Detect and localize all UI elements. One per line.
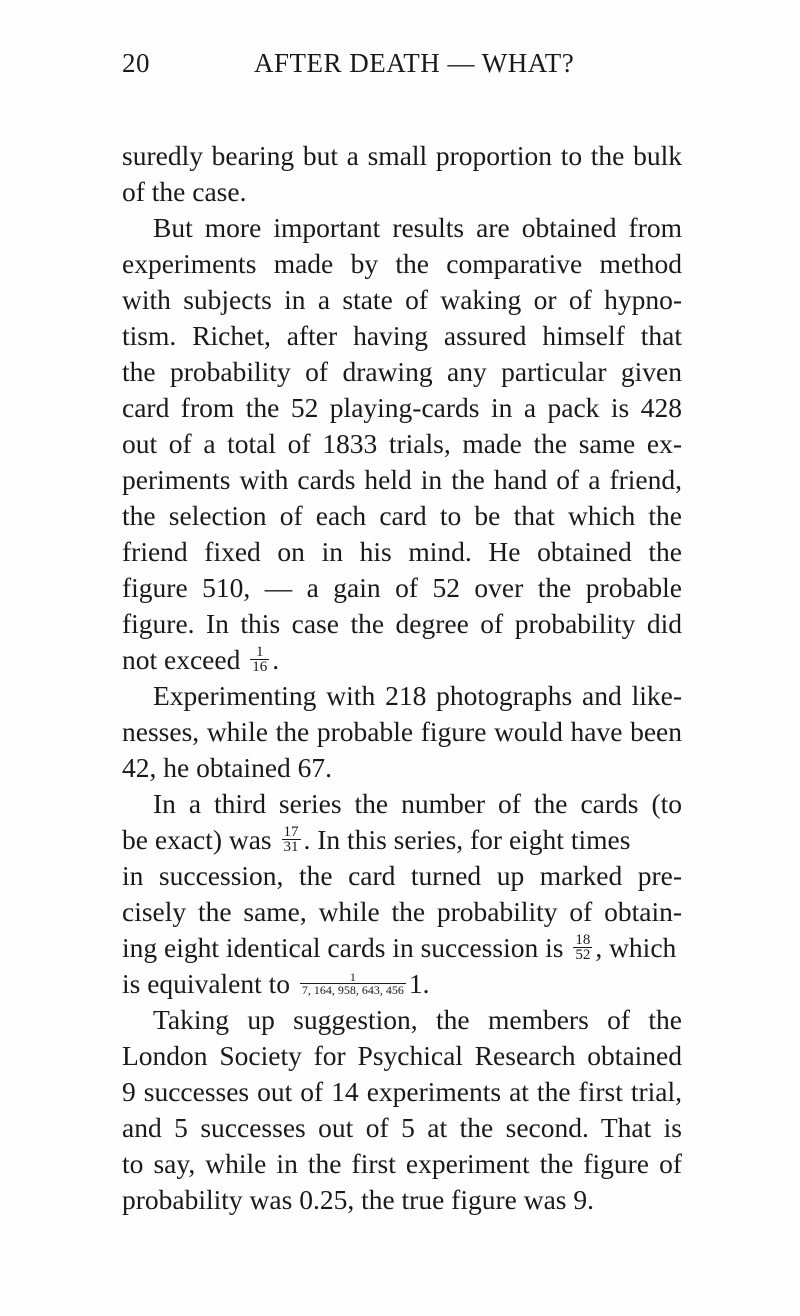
- text-segment: .: [272, 644, 280, 675]
- text-line: 42, he obtained 67.: [122, 752, 333, 783]
- running-title: AFTER DEATH — WHAT?: [254, 48, 575, 78]
- text-segment: be exact) was: [122, 824, 272, 855]
- body-text: [122, 138, 682, 1218]
- text-segment: is equivalent to: [122, 968, 291, 999]
- text-line: cisely the same, while the probability of obtain-: [122, 896, 682, 927]
- text-line: [122, 642, 682, 678]
- fraction-denominator: 7, 164, 958, 643, 456: [301, 983, 404, 998]
- text-line: 9 successes out of 14 experiments at the first trial,: [122, 1076, 682, 1107]
- fraction-numerator: 1: [300, 971, 406, 984]
- text-line: [122, 930, 682, 966]
- fraction-eighteen-fifty-second: [573, 933, 592, 962]
- text-line: tism. Richet, after having assured himself that: [122, 320, 682, 351]
- text-line: to say, while in the first experiment the figure of: [122, 1148, 682, 1179]
- fraction-numerator: 17: [283, 824, 299, 841]
- text-line: probability was 0.25, the true figure was 9.: [122, 1184, 594, 1215]
- text-line: Experimenting with 218 photographs and like-: [153, 680, 682, 711]
- text-line: figure 510, — a gain of 52 over the probable: [122, 572, 682, 603]
- text-line: [122, 966, 682, 1002]
- text-line: Taking up suggestion, the members of the: [153, 1004, 682, 1035]
- fraction-numerator: 18: [575, 932, 591, 949]
- fraction-one-sixteenth: [250, 645, 269, 674]
- text-line: with subjects in a state of waking or of hypno-: [122, 284, 682, 315]
- text-line: [122, 822, 682, 858]
- running-head: [122, 48, 662, 88]
- text-line: In a third series the number of the cards (to: [153, 788, 682, 819]
- fraction-numerator: 1: [250, 645, 269, 660]
- page-number: 20: [122, 48, 150, 78]
- text-segment: 1.: [408, 968, 430, 999]
- fraction-denominator: 16: [252, 659, 268, 676]
- text-line: and 5 successes out of 5 at the second. That is: [122, 1112, 682, 1143]
- text-segment: , which: [595, 932, 677, 963]
- text-line: London Society for Psychical Research obtained: [122, 1040, 682, 1071]
- text-segment: not exceed: [122, 644, 241, 675]
- fraction-large-denominator: [300, 971, 406, 996]
- text-line: nesses, while the probable figure would have been: [122, 716, 682, 747]
- text-line: the selection of each card to be that which the: [122, 500, 682, 531]
- text-line: the probability of drawing any particular given: [122, 356, 682, 387]
- text-line: periments with cards held in the hand of a friend,: [122, 464, 682, 495]
- fraction-seventeen-thirty-first: [282, 825, 301, 854]
- fraction-denominator: 31: [283, 839, 299, 856]
- text-line: out of a total of 1833 trials, made the same ex-: [122, 428, 682, 459]
- text-line: experiments made by the comparative method: [122, 248, 682, 279]
- text-line: suredly bearing but a small proportion to the bulk: [122, 140, 682, 171]
- text-line: of the case.: [122, 176, 247, 207]
- text-line: But more important results are obtained from: [153, 212, 682, 243]
- text-line: figure. In this case the degree of probability did: [122, 608, 682, 639]
- fraction-denominator: 52: [575, 947, 591, 964]
- text-line: card from the 52 playing-cards in a pack is 428: [122, 392, 682, 423]
- text-line: friend fixed on in his mind. He obtained the: [122, 536, 682, 567]
- text-segment: . In this series, for eight times: [303, 824, 631, 855]
- text-segment: ing eight identical cards in succession is: [122, 932, 564, 963]
- text-line: in succession, the card turned up marked pre-: [122, 860, 682, 891]
